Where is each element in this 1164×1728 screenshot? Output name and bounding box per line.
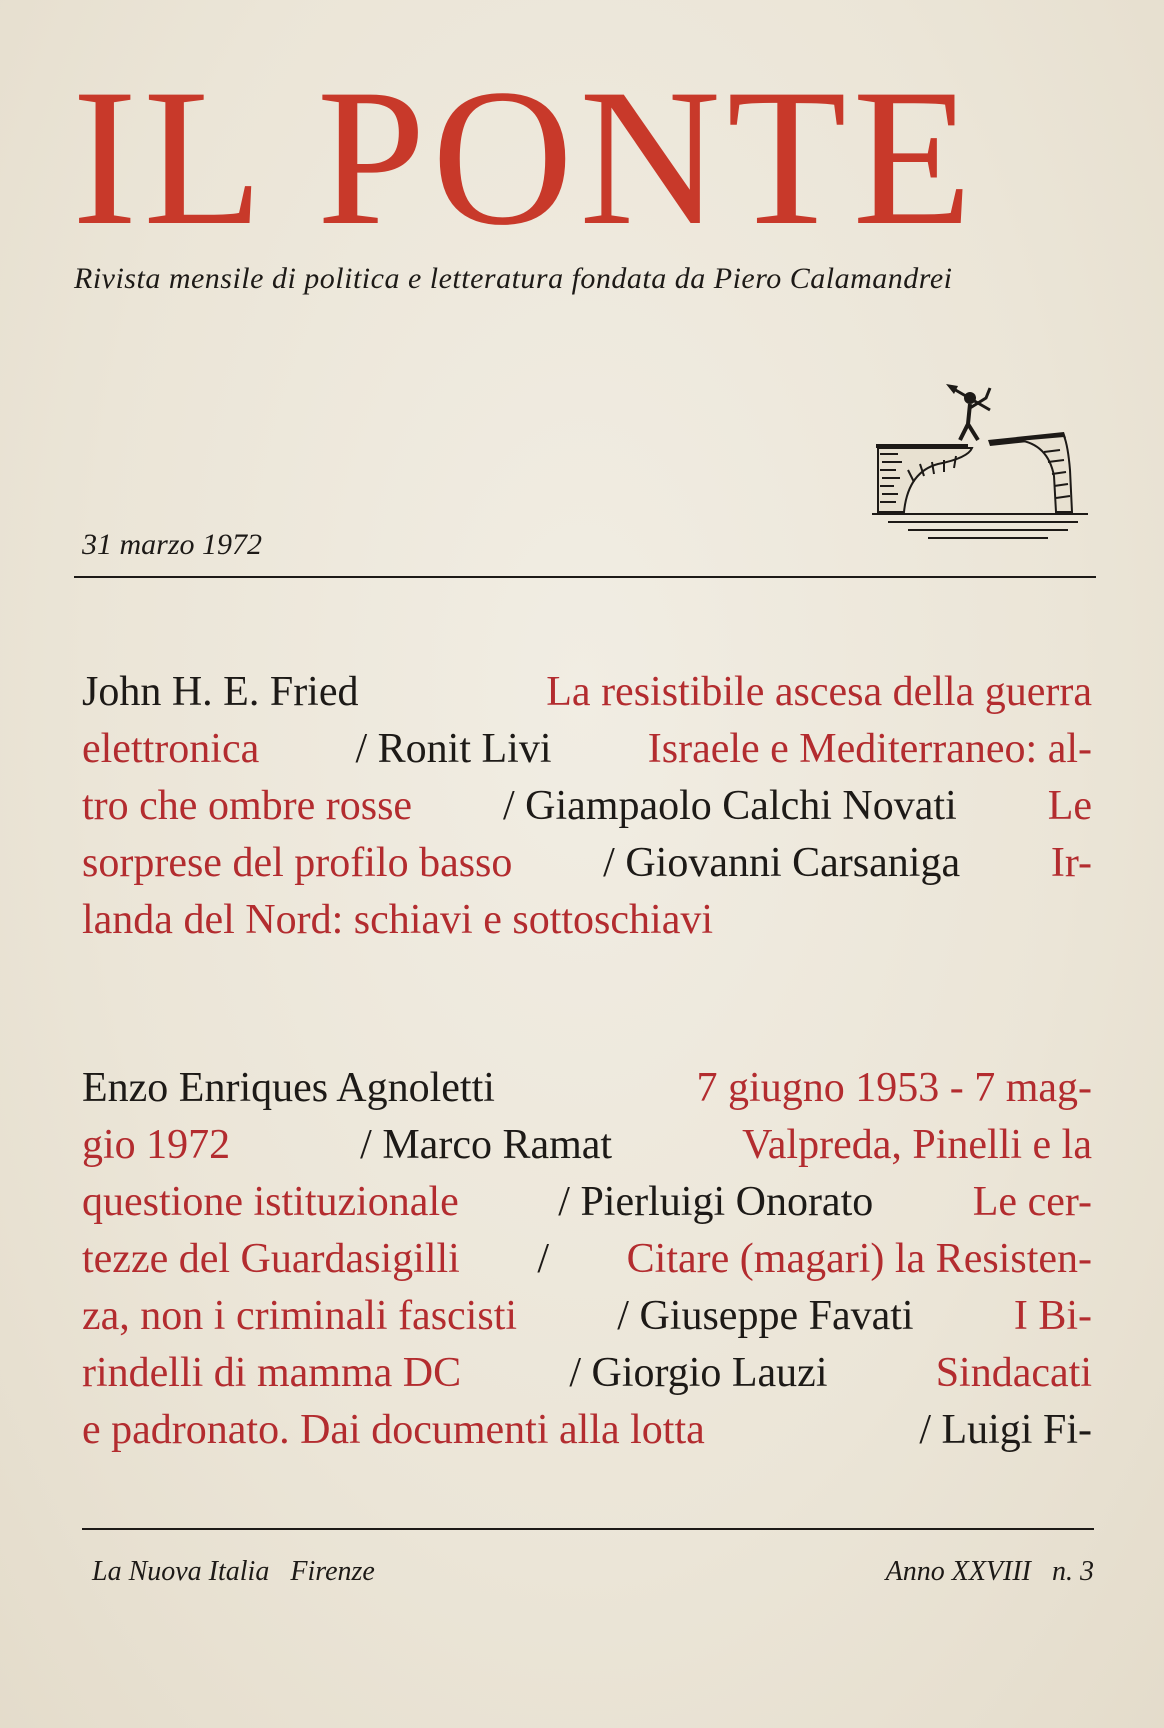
article-title: questione istituzionale [82, 1179, 459, 1225]
contents-line [82, 1345, 1092, 1402]
article-title: Sindacati [935, 1350, 1092, 1396]
article-title: Citare (magari) la Resisten- [626, 1236, 1092, 1282]
article-author: John H. E. Fried [82, 669, 359, 715]
contents-line [82, 1060, 1092, 1117]
article-title: La resistibile ascesa della guerra [546, 669, 1092, 715]
contents-group-2 [82, 1060, 1092, 1459]
article-title: landa del Nord: schiavi e sottoschiavi [82, 897, 714, 943]
article-author: / Giampaolo Calchi Novati [503, 783, 957, 829]
article-author: / Pierluigi Onorato [558, 1179, 874, 1225]
contents-line [82, 1117, 1092, 1174]
contents-line [82, 1174, 1092, 1231]
contents-line [82, 892, 1092, 949]
contents-line [82, 1288, 1092, 1345]
article-title: Ir- [1050, 840, 1092, 886]
article-separator: / [537, 1236, 550, 1282]
article-title: Israele e Mediterraneo: al- [647, 726, 1092, 772]
article-title: rindelli di mamma DC [82, 1350, 462, 1396]
article-author: / Giovanni Carsaniga [603, 840, 961, 886]
issue-number: Anno XXVIII n. 3 [885, 1556, 1094, 1587]
article-title: Valpreda, Pinelli e la [742, 1122, 1092, 1168]
article-author: / Marco Ramat [360, 1122, 613, 1168]
article-author: / Giorgio Lauzi [569, 1350, 828, 1396]
article-title: e padronato. Dai documenti alla lotta [82, 1407, 705, 1453]
article-author: / Ronit Livi [355, 726, 552, 772]
publisher-info: La Nuova Italia Firenze [92, 1556, 375, 1587]
article-author: / Luigi Fi- [919, 1407, 1092, 1453]
article-title: sorprese del profilo basso [82, 840, 513, 886]
contents-line [82, 1402, 1092, 1459]
contents-line [82, 664, 1092, 721]
article-title: Le [1047, 783, 1092, 829]
article-title: gio 1972 [82, 1122, 231, 1168]
masthead-title: IL PONTE [72, 49, 979, 266]
article-title: 7 giugno 1953 - 7 mag- [696, 1065, 1092, 1111]
article-title: za, non i criminali fascisti [82, 1293, 518, 1339]
article-title: tro che ombre rosse [82, 783, 413, 829]
article-title: Le cer- [972, 1179, 1092, 1225]
article-title: I Bi- [1013, 1293, 1092, 1339]
article-author: Enzo Enriques Agnoletti [82, 1065, 495, 1111]
masthead-subtitle: Rivista mensile di politica e letteratura fondata da Piero Calamandrei [74, 262, 953, 295]
article-title: tezze del Guardasigilli [82, 1236, 460, 1282]
contents-line [82, 721, 1092, 778]
bridge-with-axeman-icon [868, 384, 1098, 550]
footer-rule [82, 1528, 1094, 1530]
contents-line [82, 835, 1092, 892]
article-title: elettronica [82, 726, 260, 772]
issue-date: 31 marzo 1972 [82, 528, 263, 561]
header-rule [74, 576, 1096, 578]
article-author: / Giuseppe Favati [617, 1293, 914, 1339]
contents-group-1 [82, 664, 1092, 949]
contents-line [82, 1231, 1092, 1288]
contents-line [82, 778, 1092, 835]
